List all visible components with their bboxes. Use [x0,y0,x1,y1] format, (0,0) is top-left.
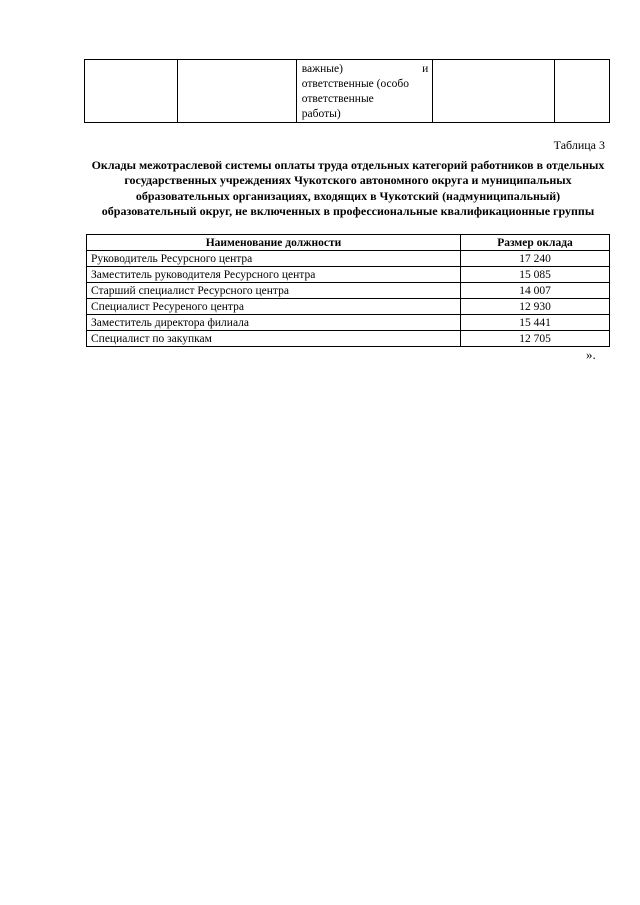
salary-cell: 15 441 [461,315,610,331]
cell-line: ответственные [301,93,374,105]
cell-line: и [422,63,429,75]
salary-cell: 14 007 [461,283,610,299]
table-header-row [87,235,610,251]
position-cell: Старший специалист Ресурсного центра [87,283,461,299]
header-salary: Размер оклада [461,235,610,251]
salary-cell: 12 930 [461,299,610,315]
position-cell: Специалист Ресуреного центра [87,299,461,315]
continuation-table [84,59,610,123]
salary-cell: 12 705 [461,331,610,347]
table-row [85,60,610,123]
table-row [87,251,610,267]
position-cell: Специалист по закупкам [87,331,461,347]
table-heading: Оклады межотраслевой системы оплаты труда отдельных категорий работников в отдельных государственных учреждениях Чукотского автономного округа и муниципальных образовательных организациях, входящих в Чукотский (надмуниципальный) образовательный округ, не включенных в профессиональные квалификационные группы [91,158,605,218]
closing-quote: ». [586,347,596,362]
table-cell [554,60,609,123]
salary-cell: 15 085 [461,267,610,283]
table-cell [178,60,296,123]
table-cell-text [296,60,433,123]
cell-line: работы) [301,108,341,120]
table-row [87,331,610,347]
table-cell [85,60,178,123]
header-position: Наименование должности [87,235,461,251]
position-cell: Заместитель директора филиала [87,315,461,331]
table-number-label: Таблица 3 [553,138,605,152]
salary-cell: 17 240 [461,251,610,267]
cell-line: важные) [301,63,343,75]
table-row [87,299,610,315]
table-row [87,315,610,331]
table-cell [433,60,554,123]
table-row [87,283,610,299]
cell-line: ответственные (особо [301,78,409,90]
position-cell: Заместитель руководителя Ресурсного центра [87,267,461,283]
position-cell: Руководитель Ресурсного центра [87,251,461,267]
table-row [87,267,610,283]
salary-table [86,234,610,347]
